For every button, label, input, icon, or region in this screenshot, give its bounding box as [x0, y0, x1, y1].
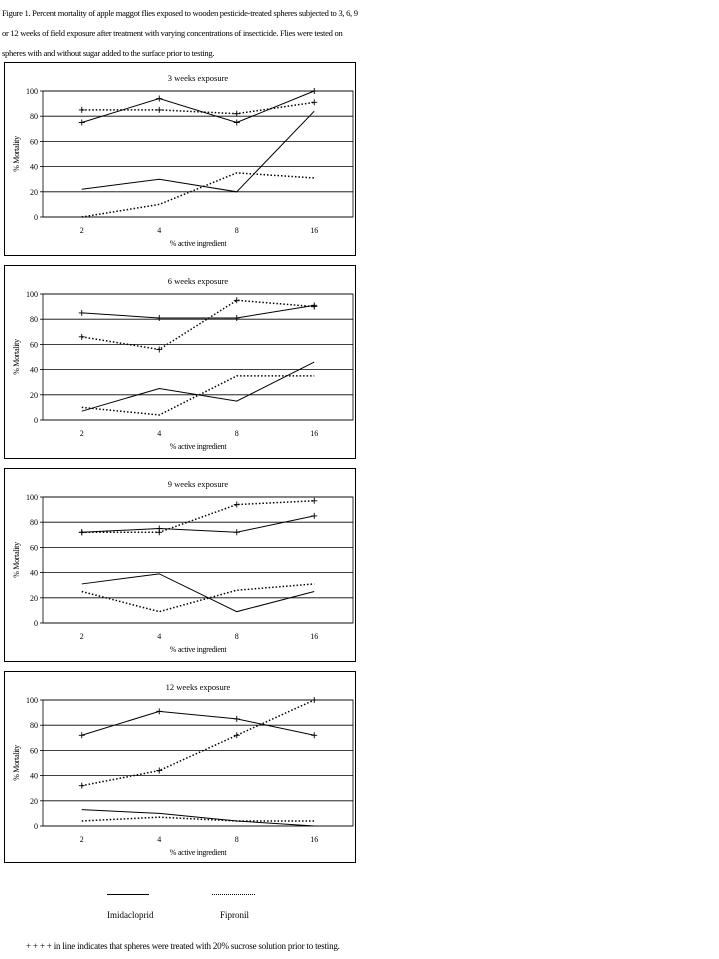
y-tick-label: 60: [30, 340, 38, 350]
series-line-3: [82, 305, 315, 318]
plot-area: [43, 294, 353, 420]
chart-panel-12-weeks: [4, 671, 356, 863]
plus-marker: [234, 716, 240, 722]
x-tick-label: 2: [79, 226, 84, 235]
y-tick-label: 0: [34, 822, 38, 831]
plus-marker: [79, 732, 85, 738]
y-tick-label: 40: [30, 365, 38, 375]
x-tick-label: 2: [79, 835, 84, 844]
series-line-4: [82, 700, 315, 786]
x-tick-label: 2: [79, 632, 84, 641]
plus-marker: [156, 96, 162, 102]
series-line-3: [82, 516, 315, 532]
x-axis-label: % active ingredient: [169, 848, 227, 857]
plus-marker: [311, 498, 317, 504]
y-axis-label: % Mortality: [12, 745, 21, 781]
y-tick-label: 0: [34, 213, 38, 222]
series-line-1: [82, 810, 315, 826]
chart-panel-6-weeks: [4, 265, 356, 459]
series-line-3: [82, 91, 315, 123]
y-tick-label: 60: [30, 137, 38, 147]
plot-area: [43, 700, 353, 826]
y-tick-label: 40: [30, 162, 38, 172]
chart-svg: [5, 672, 355, 862]
plus-marker: [234, 315, 240, 321]
legend-footnote: + + + + in line indicates that spheres were treated with 20% sucrose solution prior to testing.: [26, 941, 340, 951]
plus-marker: [156, 315, 162, 321]
plot-area: [43, 497, 353, 623]
chart-svg: [5, 63, 355, 255]
y-tick-label: 80: [30, 721, 38, 731]
series-line-2: [82, 173, 315, 217]
x-tick-label: 4: [157, 226, 162, 235]
y-tick-label: 100: [26, 87, 38, 96]
y-tick-label: 100: [26, 493, 38, 502]
y-tick-label: 20: [30, 187, 38, 197]
plus-marker: [79, 107, 85, 113]
y-tick-label: 0: [34, 416, 38, 425]
plus-marker: [311, 513, 317, 519]
plus-marker: [311, 99, 317, 105]
series-line-1: [82, 111, 315, 192]
plus-marker: [311, 88, 317, 94]
x-tick-label: 8: [234, 226, 239, 235]
chart-title: 9 weeks exposure: [167, 479, 229, 489]
x-tick-label: 4: [157, 429, 162, 438]
y-tick-label: 20: [30, 593, 38, 603]
x-tick-label: 16: [310, 429, 319, 438]
plus-marker: [234, 732, 240, 738]
y-tick-label: 100: [26, 290, 38, 299]
chart-svg: [5, 266, 355, 458]
y-tick-label: 0: [34, 619, 38, 628]
plus-marker: [234, 120, 240, 126]
plus-marker: [79, 783, 85, 789]
series-line-4: [82, 501, 315, 533]
series-line-2: [82, 376, 315, 415]
chart-title: 3 weeks exposure: [167, 73, 229, 83]
plus-marker: [79, 334, 85, 340]
y-axis-label: % Mortality: [12, 542, 21, 578]
x-tick-label: 16: [310, 632, 319, 641]
plus-marker: [234, 111, 240, 117]
figure-caption: Figure 1. Percent mortality of apple maggot flies exposed to wooden pesticide-treated spheres subjected to 3, 6, 9 or 12 weeks of field exposure after treatment with varying concentrations of insecticide. Flies were tested on spheres with and without sugar added to the surface prior to testing.: [2, 8, 358, 58]
legend-dotted-line: [212, 894, 255, 895]
chart-title: 6 weeks exposure: [167, 276, 229, 286]
legend-fipronil-label: Fipronil: [220, 910, 250, 920]
x-tick-label: 2: [79, 429, 84, 438]
chart-panel-3-weeks: [4, 62, 356, 256]
plus-marker: [311, 304, 317, 310]
y-tick-label: 40: [30, 771, 38, 781]
legend-imidacloprid-label: Imidacloprid: [107, 910, 154, 920]
y-tick-label: 40: [30, 568, 38, 578]
chart-svg: [5, 469, 355, 661]
plus-marker: [156, 768, 162, 774]
x-tick-label: 16: [310, 835, 319, 844]
plus-marker: [156, 529, 162, 535]
plus-marker: [79, 120, 85, 126]
y-tick-label: 60: [30, 543, 38, 553]
series-line-3: [82, 711, 315, 735]
x-tick-label: 8: [234, 632, 239, 641]
plus-marker: [79, 529, 85, 535]
x-tick-label: 4: [157, 835, 162, 844]
x-axis-label: % active ingredient: [169, 239, 227, 248]
series-line-2: [82, 817, 315, 821]
series-line-4: [82, 300, 315, 349]
y-axis-label: % Mortality: [12, 339, 21, 375]
y-tick-label: 100: [26, 696, 38, 705]
x-axis-label: % active ingredient: [169, 442, 227, 451]
series-line-1: [82, 574, 315, 612]
plus-marker: [311, 732, 317, 738]
y-tick-label: 20: [30, 390, 38, 400]
plus-marker: [79, 310, 85, 316]
y-tick-label: 80: [30, 112, 38, 122]
x-tick-label: 8: [234, 835, 239, 844]
plus-marker: [234, 502, 240, 508]
chart-title: 12 weeks exposure: [165, 682, 231, 692]
plus-marker: [311, 697, 317, 703]
x-tick-label: 4: [157, 632, 162, 641]
x-tick-label: 8: [234, 429, 239, 438]
x-axis-label: % active ingredient: [169, 645, 227, 654]
plus-marker: [234, 297, 240, 303]
chart-panel-9-weeks: [4, 468, 356, 662]
y-tick-label: 20: [30, 796, 38, 806]
y-tick-label: 80: [30, 315, 38, 325]
y-tick-label: 60: [30, 746, 38, 756]
plus-marker: [156, 107, 162, 113]
y-axis-label: % Mortality: [12, 136, 21, 172]
plus-marker: [234, 529, 240, 535]
legend-solid-line: [107, 894, 149, 895]
plus-marker: [156, 708, 162, 714]
y-tick-label: 80: [30, 518, 38, 528]
x-tick-label: 16: [310, 226, 319, 235]
